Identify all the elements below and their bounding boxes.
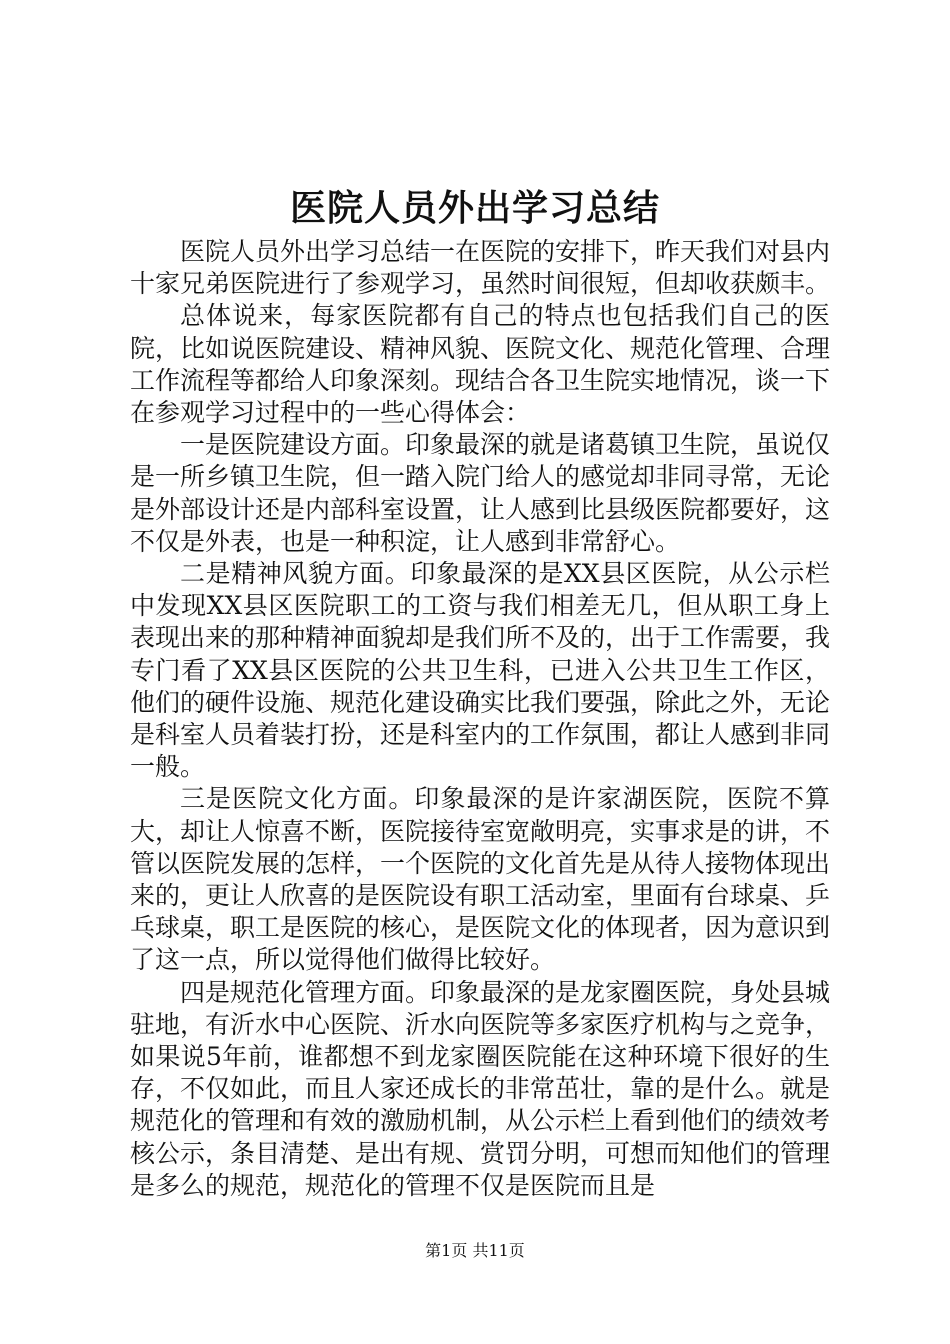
paragraph: 三是医院文化方面。印象最深的是许家湖医院，医院不算大，却让人惊喜不断，医院接待室宽敞明亮，实事求是的讲，不管以医院发展的怎样，一个医院的文化首先是从待人接物体现出来的，更让人欣喜的是医院设有职工活动室，里面有台球桌、乒乓球桌，职工是医院的核心，是医院文化的体现者，因为意识到了这一点，所以觉得他们做得比较好。 xyxy=(130,784,831,975)
paragraph: 总体说来，每家医院都有自己的特点也包括我们自己的医院，比如说医院建设、精神风貌、医院文化、规范化管理、合理工作流程等都给人印象深刻。现结合各卫生院实地情况，谈一下在参观学习过程中的一些心得体会： xyxy=(130,301,831,428)
document-title: 医院人员外出学习总结 xyxy=(289,187,660,229)
document-body xyxy=(130,236,830,1202)
paragraph: 医院人员外出学习总结一在医院的安排下，昨天我们对县内十家兄弟医院进行了参观学习，虽然时间很短，但却收获颇丰。 xyxy=(130,237,831,299)
paragraph: 四是规范化管理方面。印象最深的是龙家圈医院，身处县城驻地，有沂水中心医院、沂水向医院等多家医疗机构与之竞争，如果说5年前，谁都想不到龙家圈医院能在这种环境下很好的生存，不仅如此，而且人家还成长的非常茁壮，靠的是什么。就是规范化的管理和有效的激励机制，从公示栏上看到他们的绩效考核公示，条目清楚、是出有规、赏罚分明，可想而知他们的管理是多么的规范，规范化的管理不仅是医院而且是 xyxy=(130,977,831,1200)
paragraph: 二是精神风貌方面。印象最深的是XX县区医院，从公示栏中发现XX县区医院职工的工资与我们相差无几，但从职工身上表现出来的那种精神面貌却是我们所不及的，出于工作需要，我专门看了XX县区医院的公共卫生科，已进入公共卫生工作区，他们的硬件设施、规范化建设确实比我们要强，除此之外，无论是科室人员着装打扮，还是科室内的工作氛围，都让人感到非同一般。 xyxy=(130,559,831,782)
paragraph: 一是医院建设方面。印象最深的就是诸葛镇卫生院，虽说仅是一所乡镇卫生院，但一踏入院门给人的感觉却非同寻常，无论是外部设计还是内部科室设置，让人感到比县级医院都要好，这不仅是外表，也是一种积淀，让人感到非常舒心。 xyxy=(130,430,831,556)
page-number-footer: 第1页 共11页 xyxy=(425,1241,525,1260)
